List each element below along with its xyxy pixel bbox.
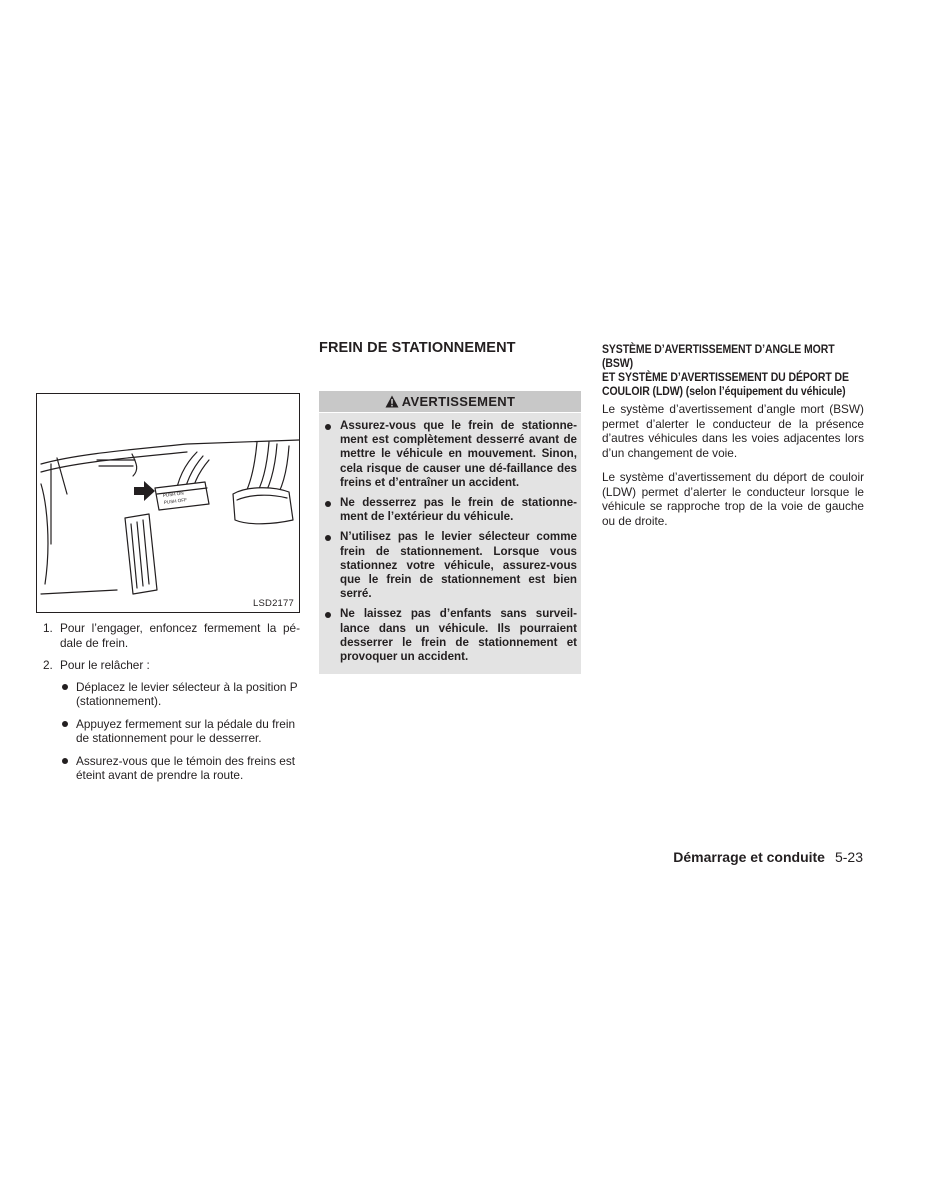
sub-item: Déplacez le levier sélecteur à la position P (stationnement). — [60, 680, 300, 709]
arrow-right-icon — [134, 481, 155, 501]
warning-item: Ne laissez pas d’enfants sans surveil-lance dans un véhicule. Ils pourraient desserrer le frein de stationnement et provoquer un accident. — [323, 607, 577, 664]
chapter-title: Démarrage et conduite — [673, 849, 825, 865]
warning-triangle-icon — [385, 395, 399, 408]
pedal-drawing — [37, 394, 299, 612]
step-text: Pour l’engager, enfoncez fermement la pé-dale de frein. — [60, 621, 300, 650]
page-footer — [673, 849, 863, 865]
bsw-paragraph: Le système d’avertissement d’angle mort (BSW) permet d’alerter le conducteur de la présence d’autres véhicules dans les voies adjacentes lors d’un changement de voie. — [602, 402, 864, 460]
warning-item: N’utilisez pas le levier sélecteur comme frein de stationnement. Lorsque vous stationnez votre véhicule, assurez-vous que le frein de stationnement est bien serré. — [323, 530, 577, 601]
middle-column — [319, 340, 581, 674]
warning-box — [319, 391, 581, 674]
step-2 — [36, 658, 300, 783]
warning-header — [319, 391, 581, 412]
step-number: 2. — [43, 658, 53, 672]
title-line: COULOIR (LDW) (selon l’équipement du véhicule) — [602, 384, 846, 398]
title-line: SYSTÈME D’AVERTISSEMENT D’ANGLE MORT (BSW) — [602, 342, 835, 370]
sub-item: Appuyez fermement sur la pédale du frein de stationnement pour le desserrer. — [60, 717, 300, 746]
pedal-label-line2: PUSH OFF — [163, 497, 188, 505]
title-line: ET SYSTÈME D’AVERTISSEMENT DU DÉPORT DE — [602, 370, 849, 384]
warning-item: Ne desserrez pas le frein de stationne-ment de l’extérieur du véhicule. — [323, 496, 577, 524]
page-number: 5-23 — [834, 849, 863, 865]
pedal-label-line1: PUSH ON — [162, 490, 184, 498]
section-title: FREIN DE STATIONNEMENT — [319, 340, 516, 356]
step-2-sublist — [60, 680, 300, 783]
ldw-paragraph: Le système d’avertissement du déport de couloir (LDW) permet d’alerter le conducteur lorsque le véhicule se rapproche trop de la voie de gauche ou de droite. — [602, 470, 864, 528]
warning-item: Assurez-vous que le frein de stationne-ment est complètement desserré avant de mettre le véhicule en mouvement. Sinon, cela risque de causer une dé-faillance des freins et d’entraîner un accident. — [323, 419, 577, 490]
step-1 — [36, 621, 300, 650]
warning-list — [323, 419, 577, 664]
release-steps — [36, 621, 300, 783]
sub-item: Assurez-vous que le témoin des freins est éteint avant de prendre la route. — [60, 754, 300, 783]
warning-body — [319, 413, 581, 674]
pedal-illustration — [36, 393, 300, 613]
figure-code: LSD2177 — [252, 598, 294, 609]
warning-label: AVERTISSEMENT — [401, 394, 516, 409]
bsw-ldw-title — [602, 342, 864, 398]
step-text: Pour le relâcher : — [60, 658, 150, 672]
step-number: 1. — [43, 621, 53, 635]
left-column — [36, 393, 300, 791]
right-column — [602, 342, 864, 538]
